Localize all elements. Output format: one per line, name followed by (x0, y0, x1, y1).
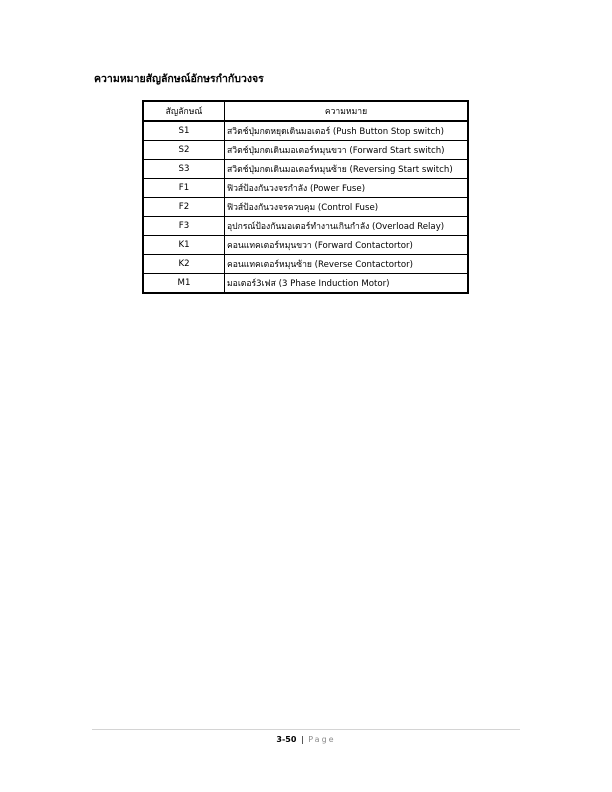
symbol-cell: K1 (143, 236, 225, 255)
meaning-cell: ฟิวส์ป้องกันวงจรควบคุม (Control Fuse) (225, 198, 469, 217)
meaning-cell: สวิตช์ปุ่มกดหยุดเดินมอเตอร์ (Push Button Stop switch) (225, 121, 469, 141)
meaning-cell: ฟิวส์ป้องกันวงจรกำลัง (Power Fuse) (225, 179, 469, 198)
footer-divider (92, 729, 520, 730)
symbol-cell: K2 (143, 255, 225, 274)
symbol-cell: S2 (143, 141, 225, 160)
symbol-legend-table (142, 100, 469, 294)
page-label: Page (308, 735, 336, 744)
table-header-row (143, 101, 468, 121)
symbol-cell: F3 (143, 217, 225, 236)
meaning-cell: สวิตช์ปุ่มกดเดินมอเตอร์หมุนขวา (Forward Start switch) (225, 141, 469, 160)
symbol-cell: S3 (143, 160, 225, 179)
meaning-cell: สวิตช์ปุ่มกดเดินมอเตอร์หมุนซ้าย (Reversing Start switch) (225, 160, 469, 179)
meaning-cell: คอนแทคเตอร์หมุนซ้าย (Reverse Contactortor) (225, 255, 469, 274)
table-row (143, 198, 468, 217)
table-row (143, 236, 468, 255)
table-row (143, 141, 468, 160)
meaning-cell: อุปกรณ์ป้องกันมอเตอร์ทำงานเกินกำลัง (Overload Relay) (225, 217, 469, 236)
meaning-cell: คอนแทคเตอร์หมุนขวา (Forward Contactortor) (225, 236, 469, 255)
table-row (143, 255, 468, 274)
section-heading: ความหมายสัญลักษณ์อักษรกำกับวงจร (94, 73, 264, 85)
page-number: 3-50 (276, 735, 297, 744)
table-row (143, 179, 468, 198)
header-meaning: ความหมาย (225, 101, 469, 121)
symbol-cell: M1 (143, 274, 225, 294)
page-footer (0, 735, 612, 744)
table-row (143, 121, 468, 141)
symbol-cell: S1 (143, 121, 225, 141)
table-row (143, 274, 468, 294)
symbol-cell: F1 (143, 179, 225, 198)
table-row (143, 160, 468, 179)
page-separator: | (300, 735, 304, 744)
meaning-cell: มอเตอร์3เฟส (3 Phase Induction Motor) (225, 274, 469, 294)
table-row (143, 217, 468, 236)
header-symbol: สัญลักษณ์ (143, 101, 225, 121)
symbol-cell: F2 (143, 198, 225, 217)
